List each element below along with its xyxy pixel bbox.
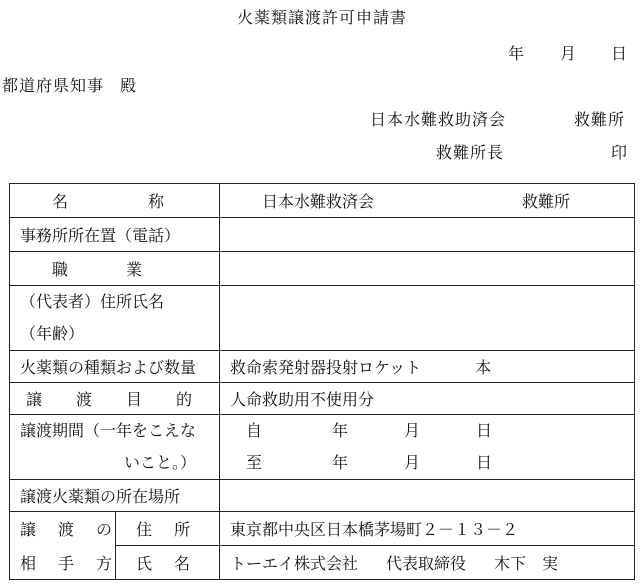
purpose-label-char-1: 譲 — [26, 390, 43, 409]
period-to — [246, 447, 634, 479]
period-from — [246, 415, 634, 447]
explosive-label: 火薬類の種類および数量 — [10, 351, 220, 383]
row-explosive — [10, 351, 635, 383]
period-value — [220, 415, 635, 480]
occupation-value — [220, 252, 635, 286]
row-representative — [10, 286, 635, 351]
addressee-honorific: 殿 — [120, 76, 138, 95]
name-label — [10, 184, 220, 218]
purpose-value: 人命救助用不使用分 — [220, 383, 635, 415]
row-occupation — [10, 252, 635, 286]
period-from-year: 年 — [332, 421, 349, 440]
representative-label — [10, 286, 220, 351]
office-value — [220, 218, 635, 252]
party-label-1-char-2: 渡 — [58, 520, 75, 540]
row-party-address — [10, 512, 635, 546]
name2-role: 代表取締役 — [386, 554, 467, 573]
applicant-head-title: 救難所長 — [436, 143, 505, 162]
purpose-label-char-4: 的 — [176, 390, 193, 409]
occupation-label — [10, 252, 220, 286]
date-year-label: 年 — [508, 44, 525, 63]
address-value: 東京都中央区日本橋茅場町２－１３－２ — [220, 512, 635, 546]
name2-person: 木下 実 — [494, 554, 559, 573]
representative-value — [220, 286, 635, 351]
party-label-2-char-3: 方 — [96, 553, 113, 573]
name-value — [220, 184, 635, 218]
name2-value — [220, 546, 635, 580]
period-label-line-1: 譲渡期間（一年をこえな — [20, 421, 197, 440]
name-label-char-2: 称 — [148, 192, 165, 211]
location-value — [220, 480, 635, 512]
date-month-label: 月 — [560, 44, 577, 63]
row-location — [10, 480, 635, 512]
date-day-label: 日 — [611, 44, 628, 63]
purpose-label — [10, 383, 220, 415]
addressee — [2, 76, 137, 96]
name2-company: トーエイ株式会社 — [230, 554, 359, 573]
period-to-month: 月 — [404, 453, 421, 472]
explosive-item: 救命索発射器投射ロケット — [230, 358, 422, 377]
applicant-station: 救難所 — [574, 110, 626, 129]
period-to-day: 日 — [476, 453, 493, 472]
period-from-prefix: 自 — [246, 421, 263, 440]
occupation-label-char-1: 職 — [52, 260, 69, 279]
explosive-value — [220, 351, 635, 383]
address-label-char-2: 所 — [174, 520, 191, 539]
party-label-2-char-2: 手 — [58, 553, 75, 573]
name-value-org: 日本水難救済会 — [262, 192, 375, 211]
party-label-2-char-1: 相 — [20, 553, 37, 573]
addressee-prefecture: 都道府県知事 — [2, 76, 105, 95]
period-label-line-2: いこと。） — [124, 453, 197, 472]
purpose-label-char-2: 渡 — [76, 390, 93, 409]
party-label-bottom — [10, 546, 116, 580]
party-label-top — [10, 512, 116, 546]
purpose-label-char-3: 目 — [126, 390, 143, 409]
row-period — [10, 415, 635, 480]
office-label: 事務所所在置（電話） — [10, 218, 220, 252]
period-to-prefix: 至 — [246, 453, 263, 472]
representative-label-line-2: （年齢） — [20, 324, 85, 343]
form-title: 火薬類譲渡許可申請書 — [236, 8, 407, 27]
period-from-month: 月 — [404, 421, 421, 440]
application-table — [9, 183, 635, 580]
address-label-char-1: 住 — [136, 520, 153, 539]
period-label — [10, 415, 220, 480]
period-from-day: 日 — [476, 421, 493, 440]
occupation-label-char-2: 業 — [126, 260, 143, 279]
row-purpose — [10, 383, 635, 415]
name-label-char-1: 名 — [52, 192, 69, 211]
row-office — [10, 218, 635, 252]
applicant-seal: 印 — [611, 143, 628, 162]
location-label: 譲渡火薬類の所在場所 — [10, 480, 220, 512]
address-label — [116, 512, 220, 546]
party-label-1-char-3: の — [96, 520, 113, 540]
name2-label-char-1: 氏 — [136, 554, 153, 573]
name2-label-char-2: 名 — [174, 554, 191, 573]
applicant-organization: 日本水難救助済会 — [370, 110, 507, 129]
row-name — [10, 184, 635, 218]
explosive-unit: 本 — [475, 358, 492, 377]
name-value-station: 救難所 — [522, 192, 571, 211]
party-label-1-char-1: 譲 — [20, 520, 37, 540]
period-to-year: 年 — [332, 453, 349, 472]
name2-label — [116, 546, 220, 580]
representative-label-line-1: （代表者）住所氏名 — [20, 292, 165, 311]
row-party-name — [10, 546, 635, 580]
